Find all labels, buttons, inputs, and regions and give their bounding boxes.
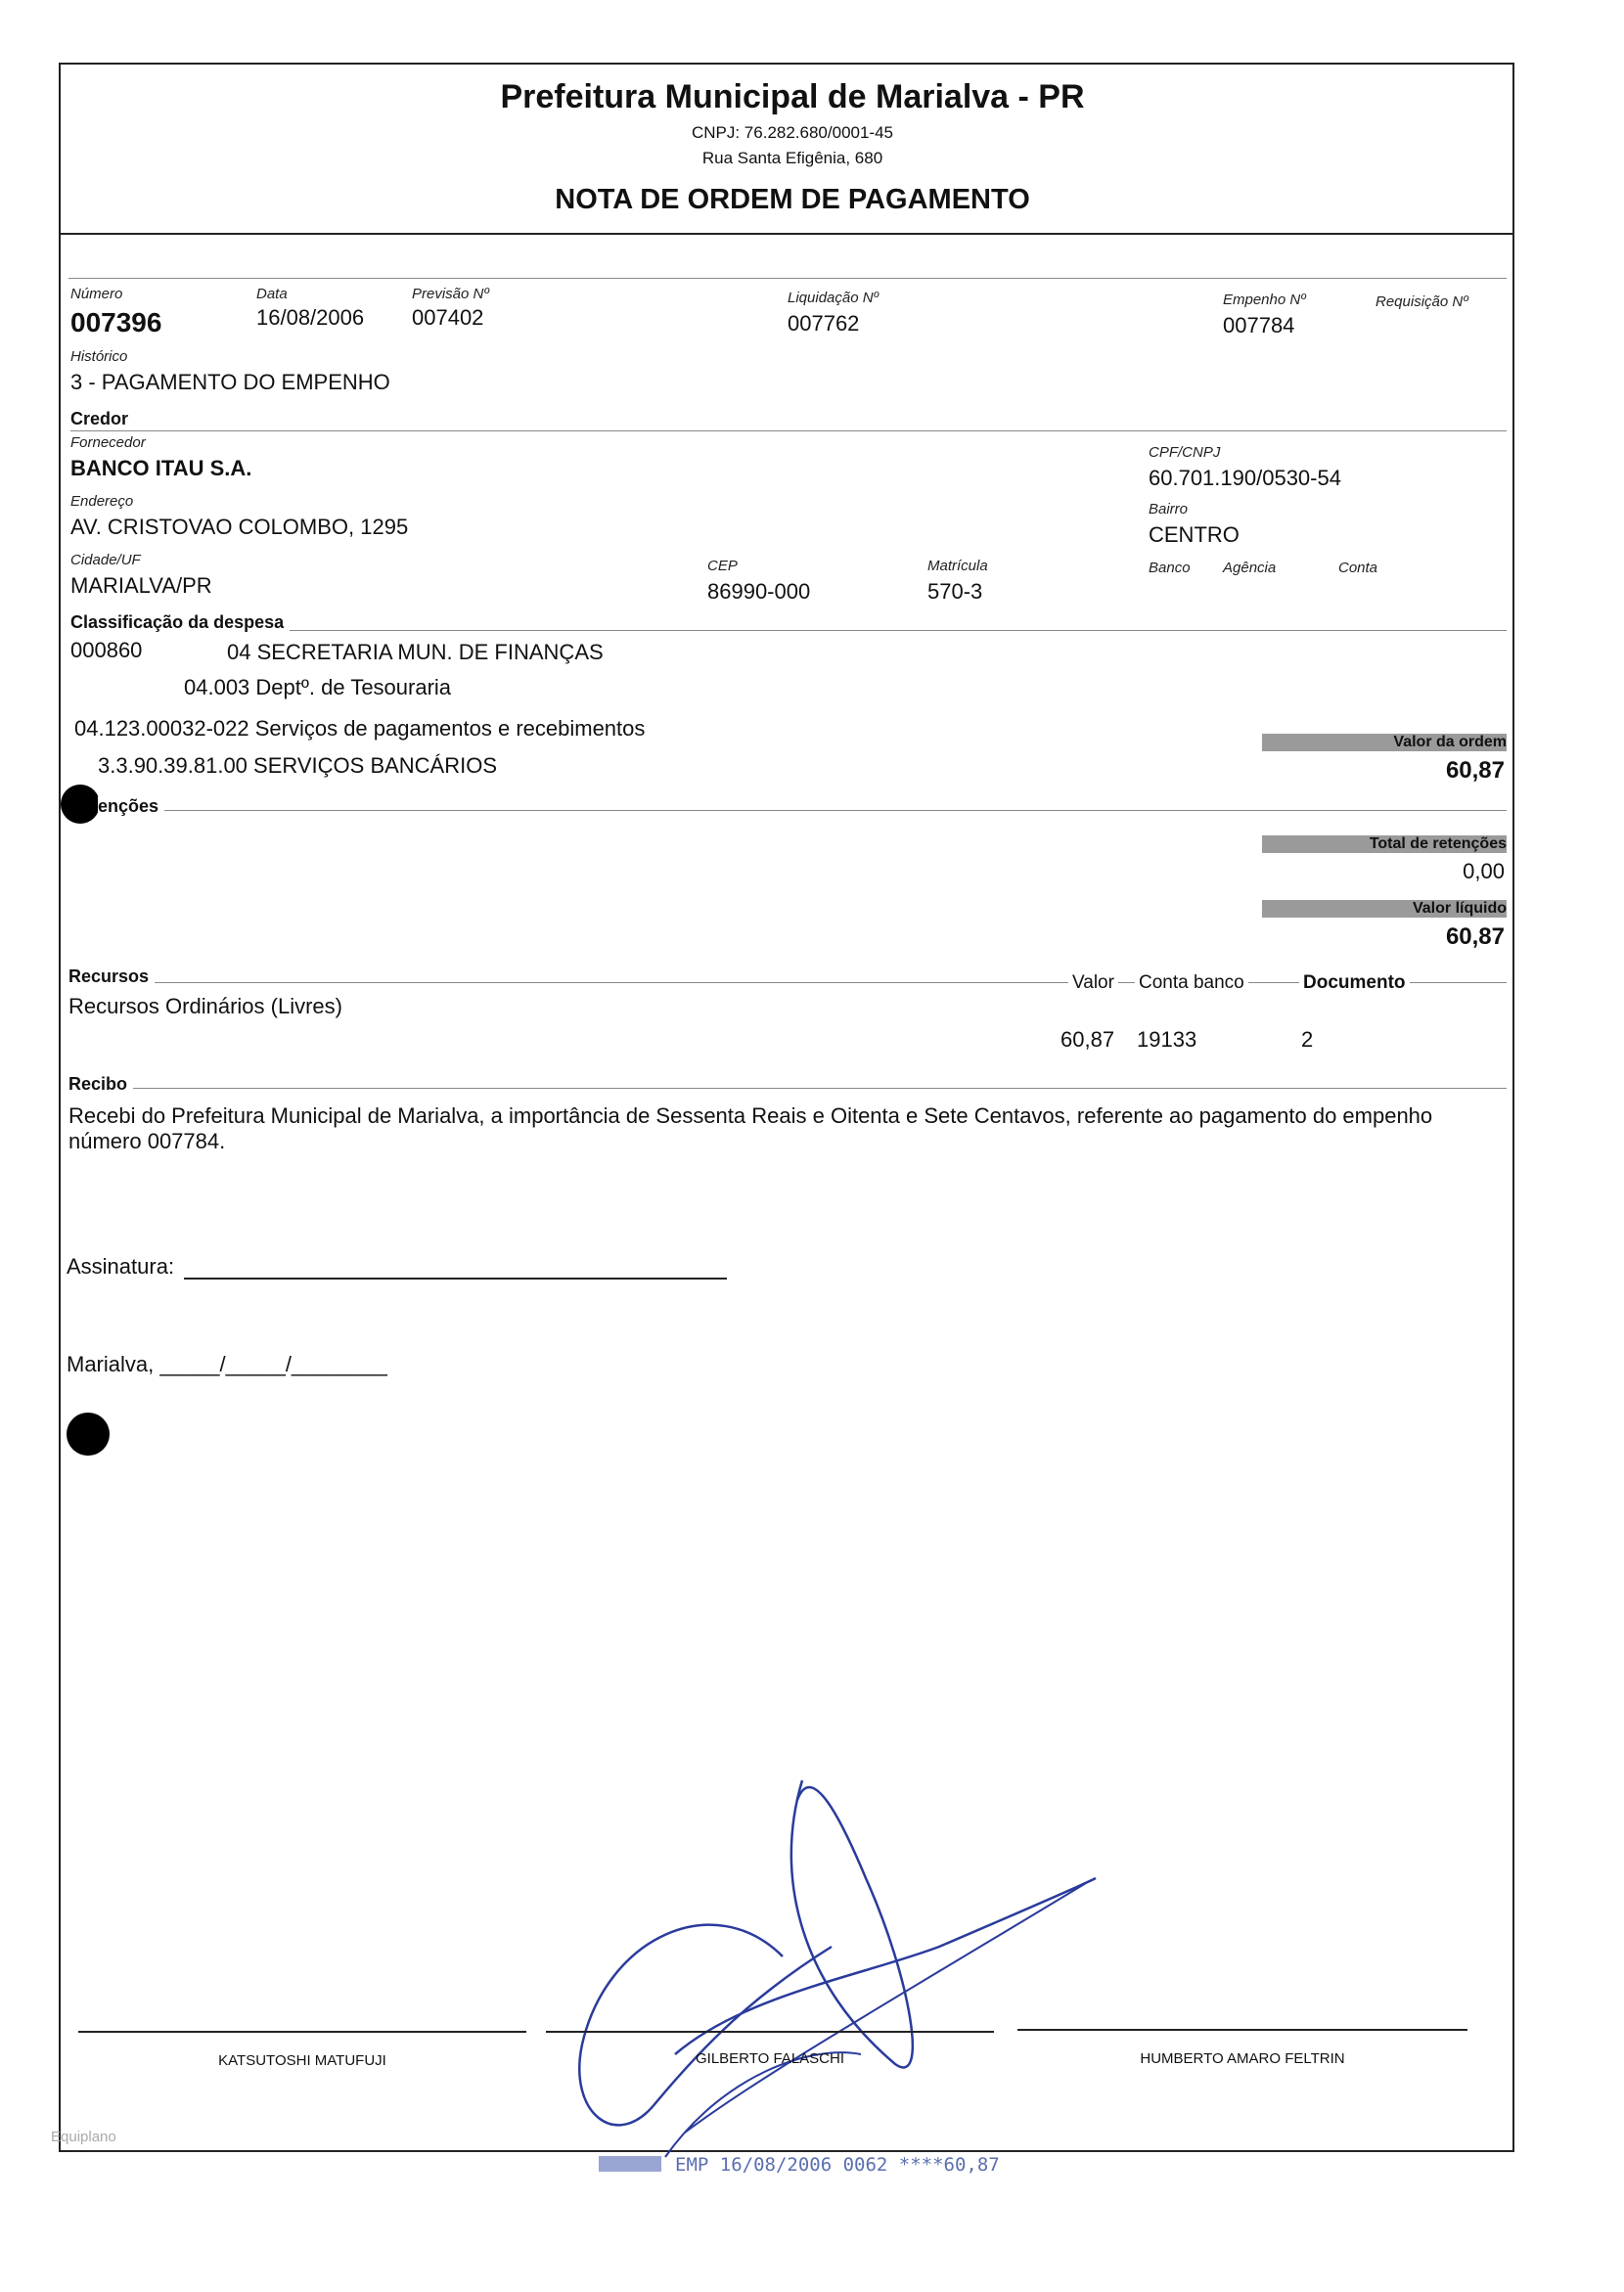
data-label: Data xyxy=(256,286,288,302)
page-title: Prefeitura Municipal de Marialva - PR xyxy=(500,78,1085,115)
local-data-label[interactable]: Marialva, _____/_____/________ xyxy=(67,1352,387,1376)
numero-value: 007396 xyxy=(70,307,162,337)
valor-ordem-label: Valor da ordem xyxy=(1393,734,1507,750)
liquidacao-label: Liquidação Nº xyxy=(788,290,880,306)
fornecedor-value: BANCO ITAU S.A. xyxy=(70,456,252,480)
recursos-conta: 19133 xyxy=(1137,1027,1197,1052)
cep-label: CEP xyxy=(707,558,738,574)
matricula-value: 570-3 xyxy=(927,579,983,604)
funcional-text: 04.123.00032-022 Serviços de pagamentos e recebimentos xyxy=(74,716,646,741)
punch-hole-bottom xyxy=(67,1413,110,1456)
matricula-label: Matrícula xyxy=(927,558,988,574)
data-value: 16/08/2006 xyxy=(256,305,365,330)
ident-top-rule xyxy=(68,278,1507,279)
recursos-documento: 2 xyxy=(1301,1027,1314,1052)
recursos-documento-label: Documento xyxy=(1299,972,1410,994)
recursos-section: Recursos xyxy=(68,966,155,987)
bairro-value: CENTRO xyxy=(1149,522,1240,547)
historico-value: 3 - PAGAMENTO DO EMPENHO xyxy=(70,370,390,394)
recursos-valor-label: Valor xyxy=(1068,972,1118,994)
recibo-section: Recibo xyxy=(68,1074,133,1095)
document-title: NOTA DE ORDEM DE PAGAMENTO xyxy=(555,184,1030,215)
signatory-3: HUMBERTO AMARO FELTRIN xyxy=(1140,2050,1345,2067)
stamp-mark xyxy=(599,2156,661,2172)
credor-rule xyxy=(70,430,1507,431)
requisicao-label: Requisição Nº xyxy=(1376,293,1468,310)
endereco-label: Endereço xyxy=(70,493,134,510)
signature-scribble xyxy=(548,1761,1115,2172)
historico-label: Histórico xyxy=(70,348,128,365)
cidade-label: Cidade/UF xyxy=(70,552,141,568)
classificacao-section: Classificação da despesa xyxy=(70,612,290,633)
bairro-label: Bairro xyxy=(1149,501,1189,517)
header-divider xyxy=(59,233,1514,235)
signature-line-2 xyxy=(546,2031,994,2033)
signatory-1: KATSUTOSHI MATUFUJI xyxy=(218,2052,386,2069)
cpf-value: 60.701.190/0530-54 xyxy=(1149,466,1341,490)
agencia-label: Agência xyxy=(1223,560,1277,576)
recursos-conta-label: Conta banco xyxy=(1135,972,1248,994)
assinatura-label: Assinatura: xyxy=(67,1254,175,1279)
retencoes-section: enções xyxy=(98,796,164,817)
previsao-value: 007402 xyxy=(412,305,484,330)
retencoes-value: 0,00 xyxy=(1463,859,1505,883)
liquido-value: 60,87 xyxy=(1445,923,1505,950)
recursos-rule xyxy=(68,982,1507,983)
liquido-label: Valor líquido xyxy=(1412,900,1507,917)
cidade-value: MARIALVA/PR xyxy=(70,573,212,598)
punch-hole-top xyxy=(61,785,100,824)
cnpj-text: CNPJ: 76.282.680/0001-45 xyxy=(691,123,894,142)
numero-label: Número xyxy=(70,286,123,302)
endereco-value: AV. CRISTOVAO COLOMBO, 1295 xyxy=(70,515,409,539)
conta-label: Conta xyxy=(1338,560,1378,576)
unidade-text: 04.003 Deptº. de Tesouraria xyxy=(184,675,452,699)
empenho-label: Empenho Nº xyxy=(1223,292,1306,308)
payment-stamp: EMP 16/08/2006 0062 ****60,87 xyxy=(675,2154,1000,2176)
classificacao-code: 000860 xyxy=(70,638,143,662)
credor-section: Credor xyxy=(70,409,134,429)
assinatura-line[interactable] xyxy=(184,1278,727,1280)
signature-line-3 xyxy=(1017,2029,1467,2031)
recursos-descricao: Recursos Ordinários (Livres) xyxy=(68,994,342,1018)
recursos-valor: 60,87 xyxy=(1060,1027,1115,1052)
retencoes-rule xyxy=(98,810,1507,811)
recibo-rule xyxy=(68,1088,1507,1089)
banco-label: Banco xyxy=(1149,560,1191,576)
retencoes-label: Total de retenções xyxy=(1369,835,1507,852)
cep-value: 86990-000 xyxy=(707,579,811,604)
liquidacao-value: 007762 xyxy=(788,311,860,336)
empenho-value: 007784 xyxy=(1223,313,1295,337)
previsao-label: Previsão Nº xyxy=(412,286,489,302)
fornecedor-label: Fornecedor xyxy=(70,434,146,451)
software-name: Equiplano xyxy=(51,2129,116,2145)
elemento-text: 3.3.90.39.81.00 SERVIÇOS BANCÁRIOS xyxy=(98,753,498,778)
valor-ordem-value: 60,87 xyxy=(1445,757,1505,784)
signatory-2: GILBERTO FALASCHI xyxy=(696,2050,844,2067)
address-text: Rua Santa Efigênia, 680 xyxy=(701,149,883,167)
signature-line-1 xyxy=(78,2031,526,2033)
cpf-label: CPF/CNPJ xyxy=(1149,444,1221,461)
orgao-text: 04 SECRETARIA MUN. DE FINANÇAS xyxy=(227,640,604,664)
recibo-text: Recebi do Prefeitura Municipal de Marialva, a importância de Sessenta Reais e Oitenta e Sete Centavos, referente ao pagamento do empenho número 007784. xyxy=(68,1103,1433,1153)
